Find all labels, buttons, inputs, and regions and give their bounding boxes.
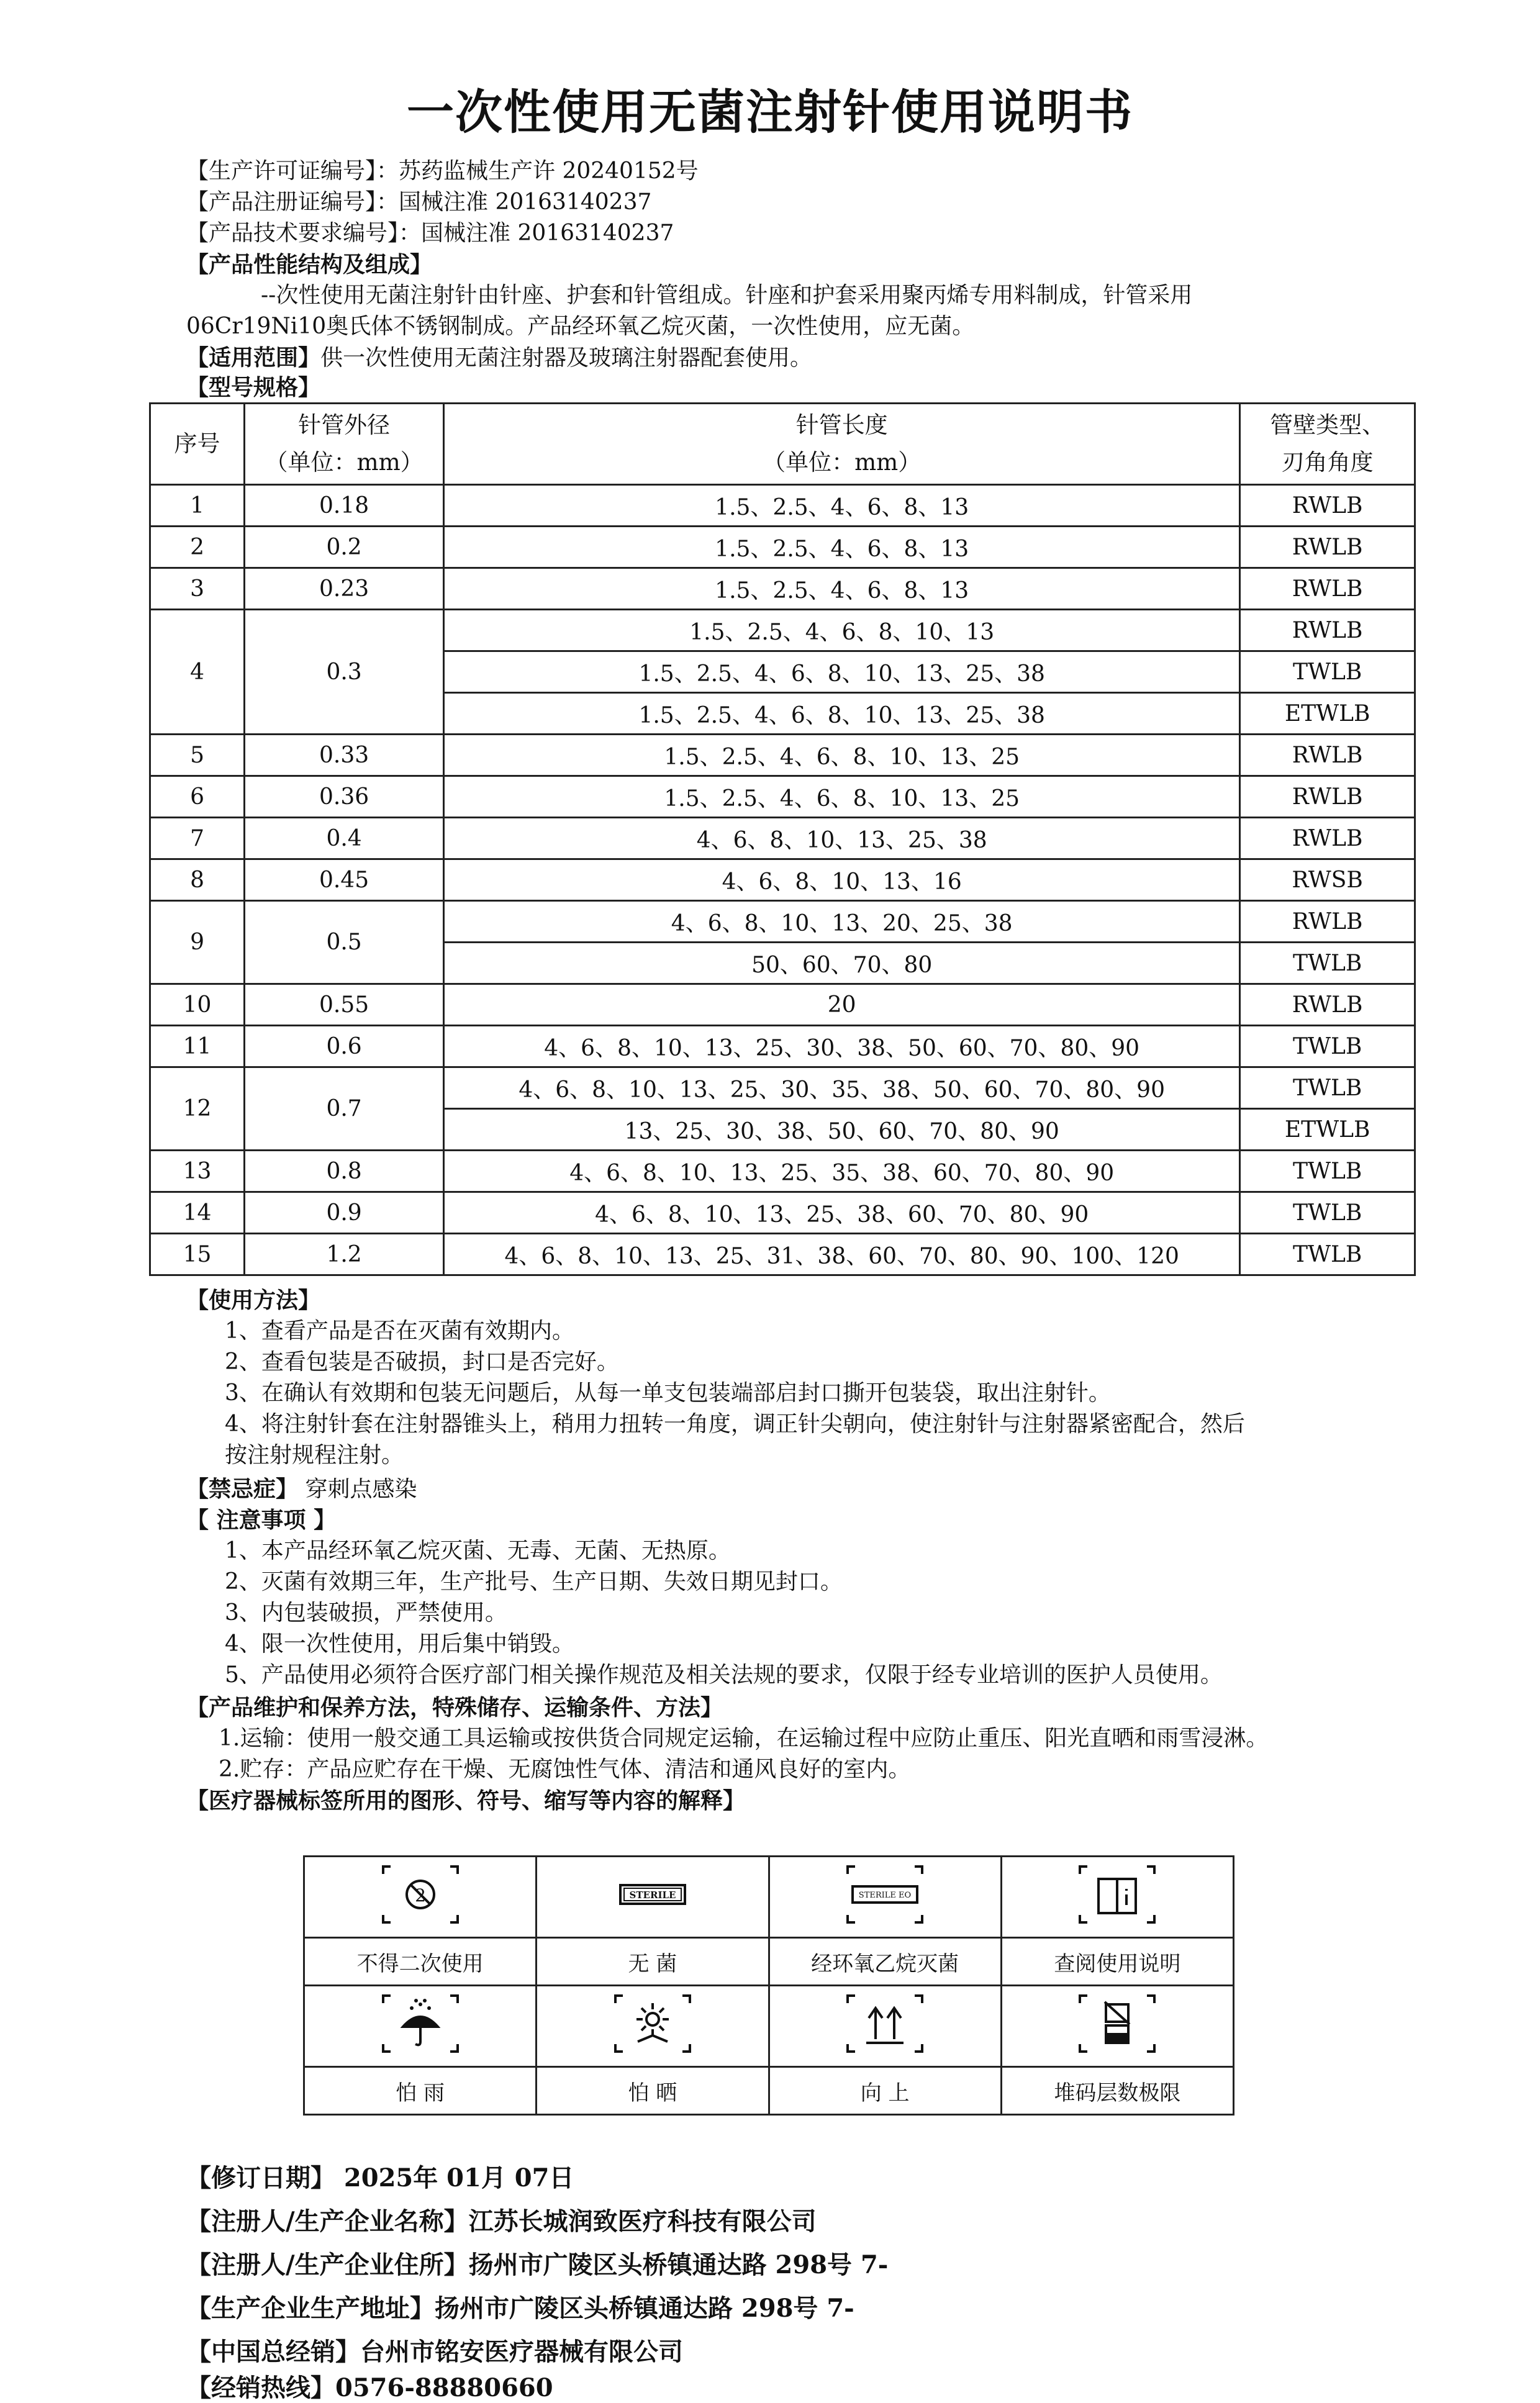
cell-type: TWLB [1240,1234,1415,1275]
cell-seq: 1 [150,485,245,527]
license-number: 【生产许可证编号】：苏药监械生产许 20240152号 [186,158,699,184]
revision-date: 【修订日期】 2025年 01月 07日 [186,2163,574,2193]
symbol-label: 怕 雨 [304,2067,537,2115]
scope-text: 供一次性使用无菌注射器及玻璃注射器配套使用。 [320,345,813,371]
cell-type: RWLB [1240,984,1415,1026]
stacking-limit-icon [1074,1989,1161,2058]
cell-seq: 14 [150,1192,245,1234]
cell-length: 50、60、70、80 [444,943,1240,984]
header-length: 针管长度 （单位：mm） [444,404,1240,485]
cell-od: 0.55 [245,984,444,1026]
composition-heading: 【产品性能结构及组成】 [186,251,433,278]
usage-item: 3、在确认有效期和包装无问题后，从每一单支包装端部启封口撕开包装袋，取出注射针。 [225,1380,1111,1406]
usage-item: 4、将注射针套在注射器锥头上，稍用力扭转一角度，调正针尖朝向，使注射针与注射器紧密配合，然后 [225,1411,1245,1437]
spec-table [149,402,1416,1276]
notes-item: 4、限一次性使用，用后集中销毁。 [225,1631,574,1657]
table-row [150,1067,1415,1109]
cell-seq: 15 [150,1234,245,1275]
cell-type: ETWLB [1240,1109,1415,1151]
sterile-eo-icon [841,1860,928,1929]
cell-type: RWSB [1240,859,1415,901]
table-row [150,984,1415,1026]
notes-heading: 【 注意事项 】 [186,1507,337,1533]
cell-type: TWLB [1240,1067,1415,1109]
cell-length: 4、6、8、10、13、25、31、38、60、70、80、90、100、120 [444,1234,1240,1275]
cell-type: TWLB [1240,1151,1415,1192]
storage-heading: 【产品维护和保养方法，特殊储存、运输条件、方法】 [186,1695,723,1721]
contraindication-heading: 【禁忌症】 [186,1476,299,1502]
consult-instructions-icon [1074,1860,1161,1929]
cell-type: RWLB [1240,610,1415,651]
cell-length: 13、25、30、38、50、60、70、80、90 [444,1109,1240,1151]
spec-heading: 【型号规格】 [186,374,321,400]
symbol-cell [769,1986,1001,2067]
symbol-cell [537,1986,769,2067]
cell-od: 0.45 [245,859,444,901]
keep-dry-icon [377,1989,464,2058]
symbols-icon-row [304,1986,1234,2067]
cell-type: RWLB [1240,485,1415,527]
table-row [150,568,1415,610]
symbols-label-row [304,1938,1234,1986]
table-row [150,1026,1415,1067]
symbol-label: 不得二次使用 [304,1938,537,1986]
cell-type: RWLB [1240,776,1415,818]
cell-length: 1.5、2.5、4、6、8、13 [444,485,1240,527]
symbol-label: 堆码层数极限 [1001,2067,1233,2115]
cell-type: ETWLB [1240,693,1415,735]
symbols-table [303,1855,1234,2116]
cell-length: 1.5、2.5、4、6、8、10、13、25、38 [444,651,1240,693]
cell-seq: 6 [150,776,245,818]
cell-seq: 5 [150,735,245,776]
cell-seq: 8 [150,859,245,901]
cell-type: TWLB [1240,651,1415,693]
cell-length: 4、6、8、10、13、16 [444,859,1240,901]
header-seq: 序号 [150,404,245,485]
storage-item: 1.运输：使用一般交通工具运输或按供货合同规定运输，在运输过程中应防止重压、阳光直晒和雨雪浸淋。 [219,1726,1269,1751]
cell-od: 0.4 [245,818,444,859]
cell-seq: 12 [150,1067,245,1151]
registration-number: 【产品注册证编号】：国械注准 20163140237 [186,189,652,215]
cell-length: 4、6、8、10、13、25、35、38、60、70、80、90 [444,1151,1240,1192]
cell-seq: 9 [150,901,245,984]
cell-seq: 7 [150,818,245,859]
sterile-icon [609,1860,696,1929]
symbols-icon-row [304,1857,1234,1938]
usage-item: 1、查看产品是否在灭菌有效期内。 [225,1318,574,1344]
cell-od: 0.5 [245,901,444,984]
notes-item: 3、内包装破损，严禁使用。 [225,1600,507,1626]
cell-od: 0.36 [245,776,444,818]
contraindication-text: 穿刺点感染 [305,1477,417,1502]
cell-length: 1.5、2.5、4、6、8、10、13、25 [444,776,1240,818]
cell-od: 0.33 [245,735,444,776]
cell-type: RWLB [1240,818,1415,859]
cell-type: RWLB [1240,568,1415,610]
symbol-label: 向 上 [769,2067,1001,2115]
symbol-label: 经环氧乙烷灭菌 [769,1938,1001,1986]
table-row [150,485,1415,527]
notes-item: 2、灭菌有效期三年，生产批号、生产日期、失效日期见封口。 [225,1569,843,1595]
cell-type: RWLB [1240,735,1415,776]
cell-seq: 2 [150,527,245,568]
symbol-label: 怕 晒 [537,2067,769,2115]
svg-text:STERILE: STERILE [629,1889,676,1901]
keep-away-sunlight-icon [609,1989,696,2058]
cell-seq: 11 [150,1026,245,1067]
cell-od: 0.8 [245,1151,444,1192]
usage-heading: 【使用方法】 [186,1287,321,1313]
cell-od: 0.2 [245,527,444,568]
table-row [150,527,1415,568]
registrant-name: 【注册人/生产企业名称】江苏长城润致医疗科技有限公司 [186,2207,817,2236]
cell-type: RWLB [1240,901,1415,943]
composition-line-2: 06Cr19Ni10奥氏体不锈钢制成。产品经环氧乙烷灭菌，一次性使用，应无菌。 [186,314,975,339]
cell-length: 1.5、2.5、4、6、8、10、13、25、38 [444,693,1240,735]
cell-type: RWLB [1240,527,1415,568]
notes-item: 5、产品使用必须符合医疗部门相关操作规范及相关法规的要求，仅限于经专业培训的医护人员使用。 [225,1662,1223,1688]
symbol-cell [1001,1986,1233,2067]
symbol-cell [1001,1857,1233,1938]
composition-line-1: --次性使用无菌注射针由针座、护套和针管组成。针座和护套采用聚丙烯专用料制成，针管采用 [261,283,1193,308]
cell-length: 4、6、8、10、13、20、25、38 [444,901,1240,943]
scope-heading: 【适用范围】 [186,345,321,371]
table-row [150,1192,1415,1234]
storage-item: 2.贮存：产品应贮存在干燥、无腐蚀性气体、清洁和通风良好的室内。 [219,1757,911,1782]
svg-text:STERILE EO: STERILE EO [858,1890,912,1900]
cell-length: 4、6、8、10、13、25、30、35、38、50、60、70、80、90 [444,1067,1240,1109]
cell-od: 0.6 [245,1026,444,1067]
no-reuse-icon [377,1860,464,1929]
symbol-cell [304,1986,537,2067]
header-od: 针管外径 （单位：mm） [245,404,444,485]
cell-type: TWLB [1240,1192,1415,1234]
cell-length: 4、6、8、10、13、25、38 [444,818,1240,859]
registrant-address: 【注册人/生产企业住所】扬州市广陵区头桥镇通达路 298号 7- [186,2250,889,2279]
symbols-heading: 【医疗器械标签所用的图形、符号、缩写等内容的解释】 [186,1788,746,1814]
symbol-label: 无 菌 [537,1938,769,1986]
this-way-up-icon [841,1989,928,2058]
cell-length: 1.5、2.5、4、6、8、13 [444,568,1240,610]
notes-item: 1、本产品经环氧乙烷灭菌、无毒、无菌、无热原。 [225,1538,731,1564]
table-row [150,1234,1415,1275]
hotline: 【经销热线】0576-88880660 [186,2373,553,2402]
table-row [150,735,1415,776]
document-title: 一次性使用无菌注射针使用说明书 [407,84,1133,140]
symbol-cell [769,1857,1001,1938]
usage-item: 2、查看包装是否破损，封口是否完好。 [225,1349,619,1375]
symbol-cell [537,1857,769,1938]
cell-od: 0.9 [245,1192,444,1234]
table-row [150,901,1415,943]
cell-type: TWLB [1240,943,1415,984]
cell-length: 20 [444,984,1240,1026]
header-type: 管壁类型、 刃角角度 [1240,404,1415,485]
cell-od: 0.18 [245,485,444,527]
spec-table-header [150,404,1415,485]
symbol-cell [304,1857,537,1938]
contraindication-line [186,1474,417,1505]
symbols-label-row [304,2067,1234,2115]
symbol-label: 查阅使用说明 [1001,1938,1233,1986]
cell-length: 4、6、8、10、13、25、38、60、70、80、90 [444,1192,1240,1234]
cell-length: 1.5、2.5、4、6、8、10、13 [444,610,1240,651]
cell-od: 0.3 [245,610,444,735]
table-row [150,776,1415,818]
cell-seq: 3 [150,568,245,610]
cell-type: TWLB [1240,1026,1415,1067]
table-row [150,859,1415,901]
usage-item: 按注射规程注射。 [225,1442,404,1468]
scope-line [186,343,812,373]
cell-length: 1.5、2.5、4、6、8、13 [444,527,1240,568]
table-row [150,610,1415,651]
cell-seq: 4 [150,610,245,735]
cell-od: 0.7 [245,1067,444,1151]
distributor: 【中国总经销】台州市铭安医疗器械有限公司 [186,2337,683,2366]
cell-length: 1.5、2.5、4、6、8、10、13、25 [444,735,1240,776]
cell-length: 4、6、8、10、13、25、30、38、50、60、70、80、90 [444,1026,1240,1067]
cell-seq: 10 [150,984,245,1026]
table-row [150,1151,1415,1192]
production-address: 【生产企业生产地址】扬州市广陵区头桥镇通达路 298号 7- [186,2294,854,2323]
table-row [150,818,1415,859]
cell-od: 0.23 [245,568,444,610]
cell-od: 1.2 [245,1234,444,1275]
technical-requirement-number: 【产品技术要求编号】：国械注准 20163140237 [186,220,674,246]
svg-text:2: 2 [414,1885,426,1906]
cell-seq: 13 [150,1151,245,1192]
